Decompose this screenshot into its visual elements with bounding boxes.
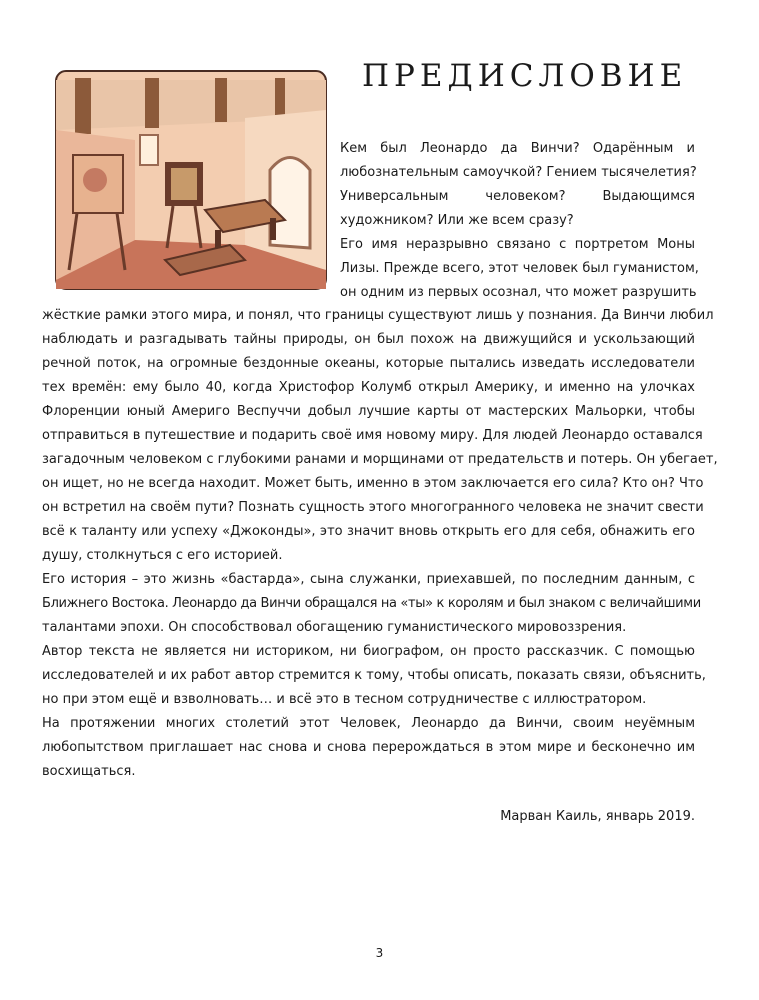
text-line: Автор текста не является ни историком, ни биографом, он просто рассказчик. С помощью: [42, 644, 695, 659]
text-line: отправиться в путешествие и подарить своё имя новому миру. Для людей Леонардо оставался: [42, 428, 703, 443]
text-line: загадочным человеком с глубокими ранами и морщинами от предательств и потерь. Он убегает,: [42, 452, 718, 467]
text-line: всё к таланту или успеху «Джоконды», это значит вновь открыть его для себя, обнажить его: [42, 524, 695, 539]
text-line: исследователей и их работ автор стремится к тому, чтобы описать, показать связи, объяснить,: [42, 668, 706, 683]
text-line: Универсальным человеком? Выдающимся: [340, 189, 695, 204]
painter-studio-image: [55, 70, 327, 290]
text-line: Его имя неразрывно связано с портретом Моны: [340, 237, 695, 252]
text-line: речной поток, на огромные бездонные океаны, которые пытались изведать исследователи: [42, 356, 695, 371]
text-line: восхищаться.: [42, 764, 136, 779]
text-line: любопытством приглашает нас снова и снова перерождаться в этом мире и бесконечно им: [42, 740, 695, 755]
page-number: 3: [375, 946, 384, 960]
text-line: жёсткие рамки этого мира, и понял, что границы существуют лишь у познания. Да Винчи любил: [42, 308, 714, 323]
text-line: талантами эпохи. Он способствовал обогащению гуманистического мировоззрения.: [42, 620, 627, 635]
text-line: На протяжении многих столетий этот Человек, Леонардо да Винчи, своим неуёмным: [42, 716, 695, 731]
author-signature: Марван Каиль, январь 2019.: [500, 809, 695, 824]
text-line: наблюдать и разгадывать тайны природы, он был похож на движущийся и ускользающий: [42, 332, 695, 347]
text-line: но при этом ещё и взволновать… и всё это в тесном сотрудничестве с иллюстратором.: [42, 692, 647, 707]
studio-illustration: [55, 70, 327, 290]
text-line: душу, столкнуться с его историей.: [42, 548, 283, 563]
text-line: любознательным самоучкой? Гением тысячелетия?: [340, 165, 697, 180]
text-line: Флоренции юный Америго Веспуччи добыл лучшие карты от мастерских Мальорки, чтобы: [42, 404, 695, 419]
text-line: Ближнего Востока. Леонардо да Винчи обращался на «ты» к королям и был знаком с величайшими: [42, 596, 701, 611]
text-line: Лизы. Прежде всего, этот человек был гуманистом,: [340, 261, 699, 276]
text-line: Его история – это жизнь «бастарда», сына служанки, приехавшей, по последним данным, с: [42, 572, 695, 587]
text-line: художником? Или же всем сразу?: [340, 213, 574, 228]
text-line: он одним из первых осознал, что может разрушить: [340, 285, 697, 300]
text-line: Кем был Леонардо да Винчи? Одарённым и: [340, 141, 695, 156]
text-line: тех времён: ему было 40, когда Христофор Колумб открыл Америку, и именно на улочках: [42, 380, 695, 395]
page-title: ПРЕДИСЛОВИЕ: [362, 58, 688, 94]
text-line: он встретил на своём пути? Познать сущность этого многогранного человека не значит свести: [42, 500, 704, 515]
text-line: он ищет, но не всегда находит. Может быть, именно в этом заключается его сила? Кто он? Что: [42, 476, 704, 491]
